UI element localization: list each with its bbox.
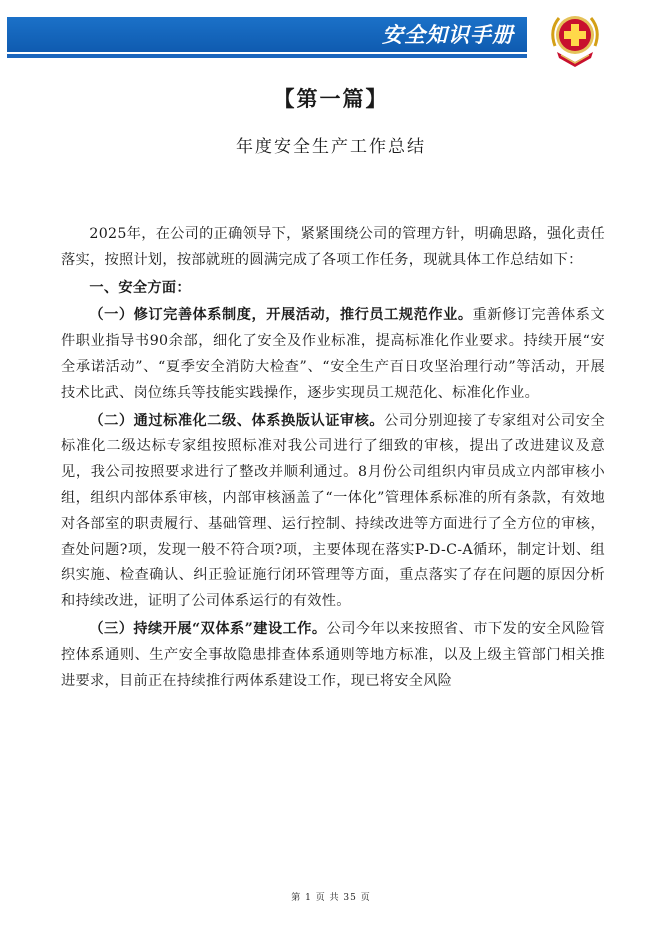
safety-cross-emblem-icon bbox=[545, 6, 605, 70]
header-stripe bbox=[7, 54, 527, 58]
document-body bbox=[61, 222, 605, 694]
item-lead: （三）持续开展“双体系”建设工作。 bbox=[89, 620, 327, 637]
part-title: 【第一篇】 bbox=[273, 86, 389, 111]
page-footer: 第 1 页 共 35 页 bbox=[291, 893, 371, 903]
section-heading: 一、安全方面： bbox=[89, 279, 191, 296]
item-body: 重新修订完善体系文件职业指导书90余部，细化了安全及作业标准，提高标准化作业要求。持续开展“安全承诺活动”、“夏季安全消防大检查”、“安全生产百日攻坚治理行动”等活动，开展技术比武、岗位练兵等技能实践操作，逐步实现员工规范化、标准化作业。 bbox=[61, 307, 605, 401]
paragraph-item-3 bbox=[61, 617, 605, 694]
paragraph-item-1 bbox=[61, 303, 605, 406]
item-body: 公司今年以来按照省、市下发的安全风险管控体系通则、生产安全事故隐患排查体系通则等地方标准，以及上级主管部门相关推进要求，目前正在持续推行两体系建设工作，现已将安全风险 bbox=[61, 620, 605, 689]
paragraph-item-2 bbox=[61, 409, 605, 615]
item-lead: （二）通过标准化二级、体系换版认证审核。 bbox=[89, 412, 385, 429]
item-body: 公司分别迎接了专家组对公司安全标准化二级达标专家组按照标准对我公司进行了细致的审核，提出了改进建议及意见，我公司按照要求进行了整改并顺利通过。8月份公司组织内审员成立内部审核小组，组织内部体系审核，内部审核涵盖了“一体化”管理体系标准的所有条款，有效地对各部室的职责履行、基础管理、运行控制、持续改进等方面进行了全方位的审核，查处问题?项，发现一般不符合项?项，主要体现在落实P-D-C-A循环，制定计划、组织实施、检查确认、纠正验证施行闭环管理等方面，重点落实了存在问题的原因分析和持续改进，证明了公司体系运行的有效性。 bbox=[61, 412, 605, 610]
item-lead: （一）修订完善体系制度，开展活动，推行员工规范作业。 bbox=[89, 307, 473, 324]
handbook-title: 安全知识手册 bbox=[382, 23, 514, 47]
document-title: 年度安全生产工作总结 bbox=[236, 137, 426, 157]
intro-paragraph: 2025年，在公司的正确领导下，紧紧围绕公司的管理方针，明确思路，强化责任落实，按照计划，按部就班的圆满完成了各项工作任务，现就具体工作总结如下： bbox=[61, 226, 605, 268]
